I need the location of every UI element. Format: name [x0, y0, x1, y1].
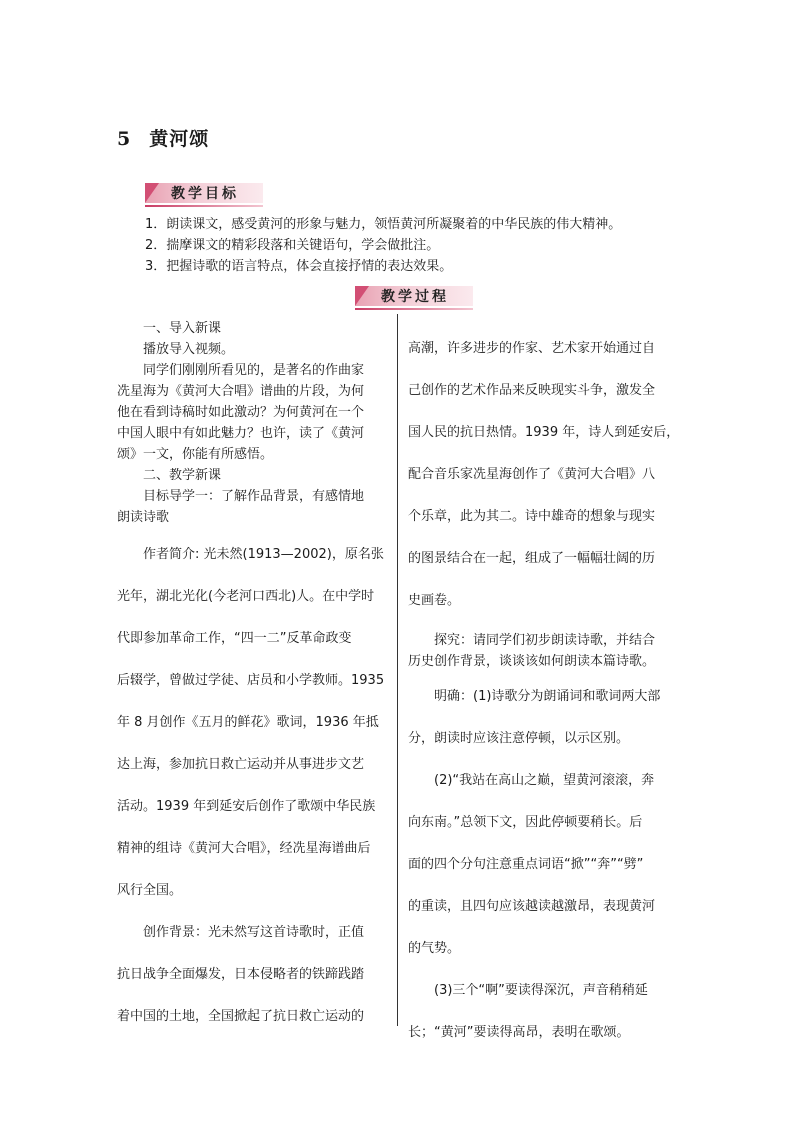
- tag-corner-icon: [145, 183, 159, 203]
- point2-line: (2)“我站在高山之巅，望黄河滚滚，奔: [434, 773, 655, 788]
- column-divider: [397, 314, 398, 1026]
- explore-line: 探究：请同学们初步朗读诗歌，并结合: [434, 633, 656, 648]
- bg-cont-line: 高潮，许多进步的作家、艺术家开始通过自: [408, 341, 656, 356]
- background-line: 着中国的土地，全国掀起了抗日救亡运动的: [117, 1009, 365, 1024]
- goal1-line: 目标导学一：了解作品背景，有感情地: [143, 489, 365, 504]
- author-line: 风行全国。: [117, 883, 183, 898]
- author-line: 光年，湖北光化(今老河口西北)人。在中学时: [117, 589, 375, 604]
- tag-underline: [355, 308, 473, 310]
- right-column: [408, 328, 683, 1054]
- goal-item: 1．朗读课文，感受黄河的形象与魅力，领悟黄河所凝聚着的中华民族的伟大精神。: [145, 217, 622, 232]
- lesson-title: [117, 124, 209, 151]
- bg-cont-line: 史画卷。: [408, 593, 461, 608]
- intro-line: 同学们刚刚所看见的，是著名的作曲家: [143, 363, 365, 378]
- point2-line: 的重读，且四句应该越读越激昂，表现黄河: [408, 899, 656, 914]
- bg-cont-line: 己创作的艺术作品来反映现实斗争，激发全: [408, 383, 656, 398]
- tag-underline: [145, 205, 263, 207]
- background-line: 创作背景：光未然写这首诗歌时，正值: [143, 925, 365, 940]
- point2-line: 的气势。: [408, 941, 461, 956]
- intro-video: 播放导入视频。: [143, 342, 235, 357]
- intro-line: 他在看到诗稿时如此激动？为何黄河在一个: [117, 405, 365, 420]
- goal1-line: 朗读诗歌: [117, 510, 170, 525]
- bg-cont-line: 的图景结合在一起，组成了一幅幅壮阔的历: [408, 551, 656, 566]
- new-lesson-heading: 二、教学新课: [143, 468, 222, 483]
- goal-item: 3．把握诗歌的语言特点，体会直接抒情的表达效果。: [145, 259, 453, 274]
- goals-list: [145, 214, 621, 277]
- intro-line: 中国人眼中有如此魅力？也许，读了《黄河: [117, 426, 365, 441]
- section-tag-process: [355, 284, 449, 308]
- intro-line: 冼星海为《黄河大合唱》谱曲的片段，为何: [117, 384, 365, 399]
- bg-cont-line: 个乐章，此为其二。诗中雄奇的想象与现实: [408, 509, 656, 524]
- point3-line: 长；“黄河”要读得高昂，表明在歌颂。: [408, 1025, 630, 1040]
- lesson-title-text: 黄河颂: [149, 128, 210, 150]
- author-line: 代即参加革命工作，“四一二”反革命政变: [117, 631, 352, 646]
- section-label-process: 教学过程: [381, 289, 449, 305]
- intro-line: 颂》一文，你能有所感悟。: [117, 447, 274, 462]
- author-line: 活动。1939 年到延安后创作了歌颂中华民族: [117, 799, 376, 814]
- lesson-number: 5: [117, 128, 132, 150]
- clarify-line: 明确：(1)诗歌分为朗诵词和歌词两大部: [434, 689, 661, 704]
- tag-corner-icon: [355, 286, 369, 306]
- author-line: 年 8 月创作《五月的鲜花》歌词，1936 年抵: [117, 715, 379, 730]
- bg-cont-line: 配合音乐家冼星海创作了《黄河大合唱》八: [408, 467, 656, 482]
- author-line: 达上海，参加抗日救亡运动并从事进步文艺: [117, 757, 365, 772]
- explore-line: 历史创作背景，谈谈该如何朗读本篇诗歌。: [408, 654, 656, 669]
- point3-line: (3)三个“啊”要读得深沉，声音稍稍延: [434, 983, 648, 998]
- author-line: 后辍学，曾做过学徒、店员和小学教师。1935: [117, 673, 385, 688]
- author-line: 作者简介: 光未然(1913—2002)，原名张: [143, 547, 384, 562]
- section-label-goals: 教学目标: [171, 186, 239, 202]
- goal-item: 2．揣摩课文的精彩段落和关键语句，学会做批注。: [145, 238, 440, 253]
- background-line: 抗日战争全面爆发，日本侵略者的铁蹄践踏: [117, 967, 365, 982]
- bg-cont-line: 国人民的抗日热情。1939 年，诗人到延安后，: [408, 425, 680, 440]
- intro-heading: 一、导入新课: [143, 321, 222, 336]
- clarify-line: 分，朗读时应该注意停顿，以示区别。: [408, 731, 630, 746]
- point2-line: 向东南。”总领下文，因此停顿要稍长。后: [408, 815, 643, 830]
- left-column: [117, 318, 389, 1038]
- point2-line: 面的四个分句注意重点词语“掀”“奔”“劈”: [408, 857, 644, 872]
- section-tag-goals: [145, 181, 239, 205]
- author-line: 精神的组诗《黄河大合唱》，经冼星海谱曲后: [117, 841, 371, 856]
